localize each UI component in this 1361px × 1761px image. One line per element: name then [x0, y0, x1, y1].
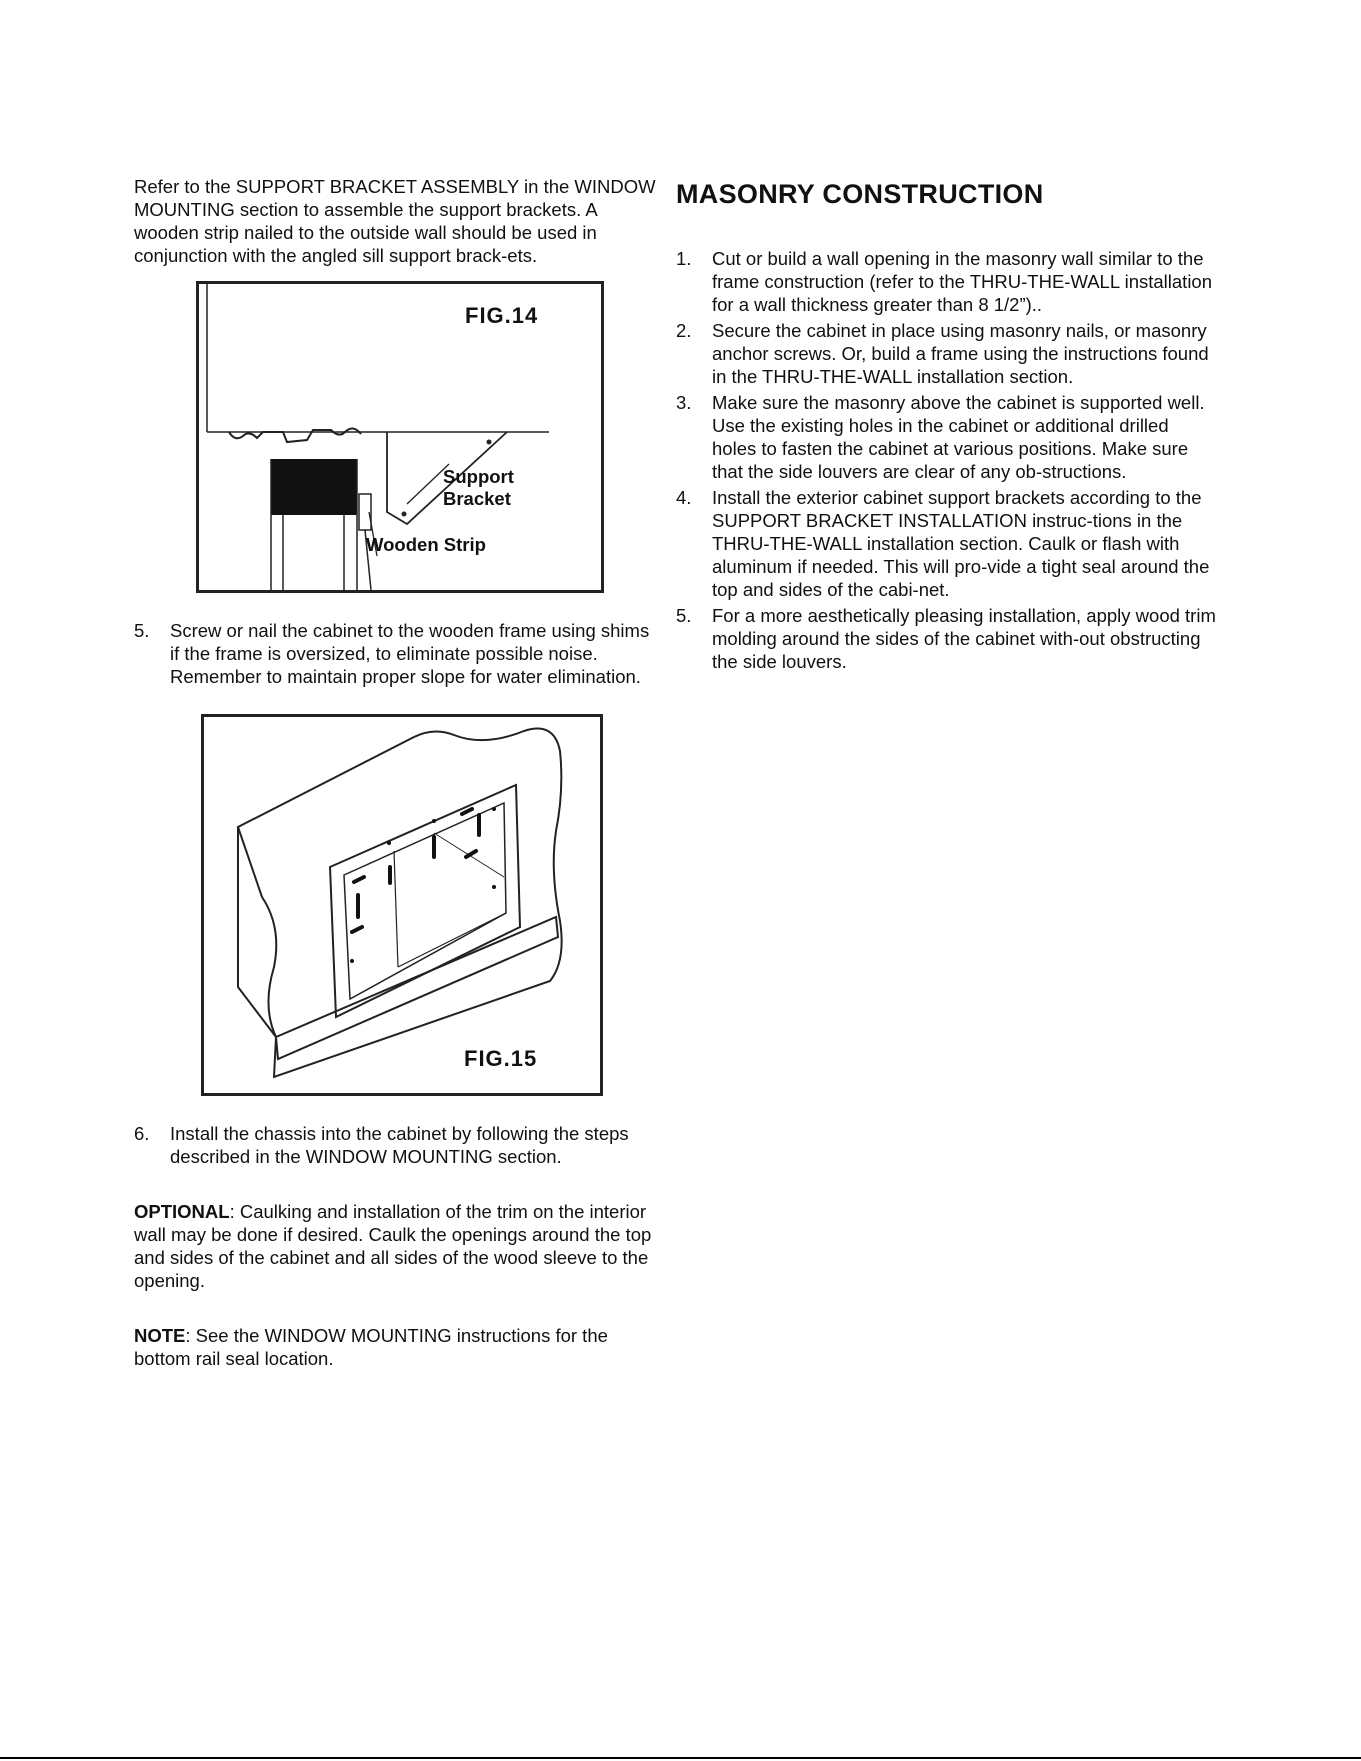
- callout-support: Support: [443, 466, 514, 487]
- step-6: [134, 1122, 659, 1168]
- note-paragraph: [134, 1324, 659, 1370]
- figure-14: [196, 281, 604, 593]
- figure-15-label: FIG.15: [464, 1046, 538, 1071]
- masonry-step-5: [676, 604, 1216, 673]
- callout-bracket: Bracket: [443, 488, 511, 509]
- step-number: 6.: [134, 1123, 150, 1144]
- step-text: Screw or nail the cabinet to the wooden frame using shims if the frame is oversized, to eliminate possible noise. Remember to maintain proper slope for water elimination.: [170, 620, 650, 687]
- step-text: For a more aesthetically pleasing installation, apply wood trim molding around the sides of the cabinet with-out obstructing the side louvers.: [712, 605, 1216, 672]
- intro-paragraph: Refer to the SUPPORT BRACKET ASSEMBLY in the WINDOW MOUNTING section to assemble the support brackets. A wooden strip nailed to the outside wall should be used in conjunction with the angled sill support brack-ets.: [134, 176, 656, 266]
- optional-paragraph: [134, 1200, 659, 1292]
- masonry-step-4: [676, 486, 1216, 601]
- masonry-step-1: [676, 247, 1216, 316]
- note-text: : See the WINDOW MOUNTING instructions for the bottom rail seal location.: [134, 1325, 608, 1369]
- section-heading: MASONRY CONSTRUCTION: [676, 179, 1044, 209]
- figure-14-label: FIG.14: [465, 303, 539, 328]
- step-text: Make sure the masonry above the cabinet is supported well. Use the existing holes in the cabinet or additional drilled holes to fasten the cabinet at various positions. Make sure that the side louvers are clear of any ob-structions.: [712, 392, 1205, 482]
- optional-label: OPTIONAL: [134, 1201, 230, 1222]
- figure-15-illustration: [204, 717, 600, 1093]
- step-number: 5.: [676, 605, 692, 626]
- step-text: Install the exterior cabinet support brackets according to the SUPPORT BRACKET INSTALLATION instruc-tions in the THRU-THE-WALL installation section. Caulk or flash with aluminum if needed. This will pro-vide a tight seal around the top and sides of the cabi-net.: [712, 487, 1210, 600]
- right-column: [676, 175, 1216, 676]
- note-label: NOTE: [134, 1325, 186, 1346]
- step-number: 1.: [676, 248, 692, 269]
- masonry-steps: [676, 247, 1216, 673]
- step-text: Install the chassis into the cabinet by following the steps described in the WINDOW MOUNTING section.: [170, 1123, 629, 1167]
- step-5: [134, 619, 659, 688]
- step-number: 2.: [676, 320, 692, 341]
- step-number: 5.: [134, 620, 150, 641]
- step-text: Cut or build a wall opening in the masonry wall similar to the frame construction (refer to the THRU-THE-WALL installation for a wall thickness greater than 8 1/2”)..: [712, 248, 1213, 315]
- page-bottom-rule: [0, 1757, 1361, 1759]
- step-number: 4.: [676, 487, 692, 508]
- optional-text: : Caulking and installation of the trim on the interior wall may be done if desired. Caulk the openings around the top and sides of the cabinet and all sides of the wood sleeve to the opening.: [134, 1201, 652, 1291]
- masonry-step-3: [676, 391, 1216, 483]
- step-number: 3.: [676, 392, 692, 413]
- figure-15: [201, 714, 603, 1096]
- left-column: [134, 175, 659, 1370]
- callout-wooden-strip: Wooden Strip: [366, 534, 486, 555]
- step-text: Secure the cabinet in place using masonry nails, or masonry anchor screws. Or, build a frame using the instructions found in the THRU-THE-WALL installation section.: [712, 320, 1209, 387]
- masonry-step-2: [676, 319, 1216, 388]
